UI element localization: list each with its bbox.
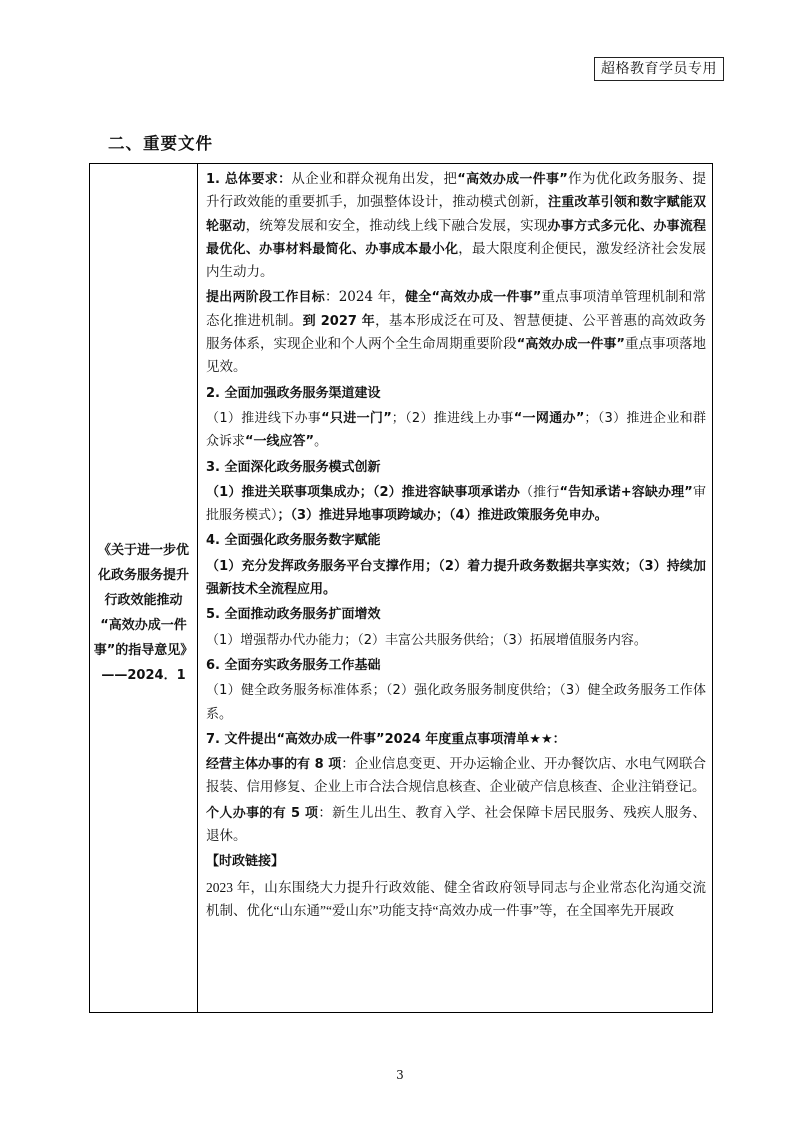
- document-date: ——2024．1: [101, 668, 186, 683]
- document-name-line: 《关于进一步优: [98, 543, 190, 558]
- document-name: [94, 538, 194, 688]
- personal-items: 个人办事的有 5 项：新生儿出生、教育入学、社会保障卡居民服务、残疾人服务、退休。: [206, 804, 706, 845]
- document-name-cell: [90, 164, 198, 1012]
- heading-channels: 2. 全面加强政务服务渠道建设: [206, 385, 381, 401]
- current-affairs-text: 2023 年，山东围绕大力提升行政效能、健全省政府领导同志与企业常态化沟通交流机制、优化“山东通”“爱山东”功能支持“高效办成一件事”等，在全国率先开展政: [206, 879, 706, 918]
- page-number: 3: [396, 1068, 404, 1082]
- foundation-items: （1）健全政务服务标准体系；（2）强化政务服务制度供给；（3）健全政务服务工作体系。: [206, 683, 706, 722]
- section-title: 二、重要文件: [108, 134, 213, 153]
- document-content-cell: [198, 164, 712, 1012]
- heading-foundation: 6. 全面夯实政务服务工作基础: [206, 657, 381, 673]
- heading-key-list: 7. 文件提出“高效办成一件事”2024 年度重点事项清单★★：: [206, 731, 566, 747]
- heading-digital: 4. 全面强化政务服务数字赋能: [206, 533, 381, 549]
- current-affairs-heading: 【时政链接】: [206, 854, 285, 870]
- document-name-line: “高效办成一件: [100, 618, 187, 633]
- heading-mode-innovation: 3. 全面深化政务服务模式创新: [206, 459, 381, 475]
- overall-requirements: 1. 总体要求：从企业和群众视角出发，把“高效办成一件事”作为优化政务服务、提升行政效能的重要抓手，加强整体设计，推动模式创新，注重改革引领和数字赋能双轮驱动，统筹发展和安全，推动线上线下融合发展，实现办事方式多元化、办事流程最优化、办事材料最简化、办事成本最小化，最大限度利企便民，激发经济社会发展内生动力。: [206, 171, 707, 281]
- expansion-items: （1）增强帮办代办能力；（2）丰富公共服务供给；（3）拓展增值服务内容。: [206, 632, 647, 648]
- document-name-line: 化政务服务提升: [98, 568, 190, 583]
- business-items: 经营主体办事的有 8 项：企业信息变更、开办运输企业、开办餐饮店、水电气网联合报装、信用修复、企业上市合法合规信息核查、企业破产信息核查、企业注销登记。: [206, 756, 706, 796]
- document-table: [89, 163, 713, 1013]
- mode-innovation-items: （1）推进关联事项集成办；（2）推进容缺事项承诺办（推行“告知承诺+容缺办理”审批服务模式）；（3）推进异地事项跨域办；（4）推进政策服务免申办。: [206, 484, 706, 524]
- heading-expansion: 5. 全面推动政务服务扩面增效: [206, 607, 381, 623]
- digital-items: （1）充分发挥政务服务平台支撑作用；（2）着力提升政务数据共享实效；（3）持续加强新技术全流程应用。: [206, 558, 706, 598]
- channels-items: （1）推进线下办事“只进一门”；（2）推进线上办事“一网通办”；（3）推进企业和群众诉求“一线应答”。: [206, 410, 706, 450]
- document-name-line: 事”的指导意见》: [93, 643, 194, 658]
- two-stage-goals: 提出两阶段工作目标：2024 年，健全“高效办成一件事”重点事项清单管理机制和常态化推进机制。到 2027 年，基本形成泛在可及、智慧便捷、公平普惠的高效政务服务体系，实现企业和个人两个全生命周期重要阶段“高效办成一件事”重点事项落地见效。: [206, 289, 707, 376]
- watermark-stamp: 超格教育学员专用: [594, 57, 724, 81]
- document-name-line: 行政效能推动: [104, 593, 183, 608]
